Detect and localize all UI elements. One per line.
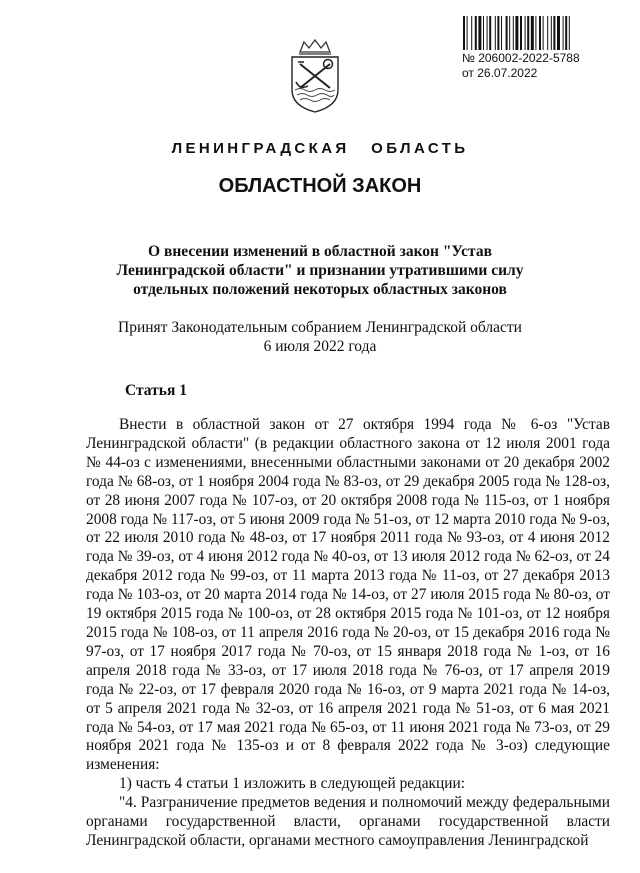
article-heading: Статья 1 xyxy=(125,382,187,399)
article-body xyxy=(86,416,610,851)
adoption-note xyxy=(90,318,550,356)
adoption-date: 6 июля 2022 года xyxy=(263,338,377,355)
registration-number: № 206002-2022-5788 xyxy=(462,51,580,65)
adoption-body: Принят Законодательным собранием Ленинградской области xyxy=(118,319,522,336)
article-paragraph: Внести в областной закон от 27 октября 1994 года № 6-оз "Устав Ленинградской области" (в редакции областного закона от 12 июля 2001 года № 44-оз с изменениями, внесенными областными законами от 20 декабря 2002 года № 68-оз, от 1 ноября 2004 года № 83-оз, от 29 декабря 2005 года № 128-оз, от 28 июня 2007 года № 107-оз, от 20 октября 2008 года № 115-оз, от 1 ноября 2008 года № 117-оз, от 5 июня 2009 года № 51-оз, от 12 марта 2010 года № 9-оз, от 22 июля 2010 года № 48-оз, от 17 ноября 2011 года № 93-оз, от 4 июня 2012 года № 39-оз, от 4 июня 2012 года № 40-оз, от 13 июля 2012 года № 62-оз, от 24 декабря 2012 года № 99-оз, от 11 марта 2013 года № 11-оз, от 27 декабря 2013 года № 103-оз, от 20 марта 2014 года № 14-оз, от 27 июля 2015 года № 80-оз, от 19 октября 2015 года № 100-оз, от 28 октября 2015 года № 101-оз, от 12 ноября 2015 года № 108-оз, от 11 апреля 2016 года № 20-оз, от 15 декабря 2016 года № 97-оз, от 17 ноября 2017 года № 70-оз, от 15 января 2018 года № 1-оз, от 16 апреля 2018 года № 33-оз, от 17 июля 2018 года № 76-оз, от 17 апреля 2019 года № 22-оз, от 17 февраля 2020 года № 16-оз, от 9 марта 2021 года № 14-оз, от 5 апреля 2021 года № 32-оз, от 16 апреля 2021 года № 51-оз, от 6 мая 2021 года № 54-оз, от 17 мая 2021 года № 65-оз, от 11 июня 2021 года № 73-оз, от 29 ноября 2021 года № 135-оз и от 8 февраля 2022 года № 3-оз) следующие изменения: xyxy=(86,416,610,774)
article-paragraph: "4. Разграничение предметов ведения и полномочий между федеральными органами государственной власти, органами государственной власти Ленинградской области, органами местного самоуправления Ленинградской xyxy=(86,794,610,849)
registration-block xyxy=(462,51,580,81)
registration-date: от 26.07.2022 xyxy=(462,66,538,80)
barcode-icon xyxy=(462,16,620,50)
law-title: О внесении изменений в областной закон "Устав Ленинградской области" и признании утратившими силу отдельных положений некоторых областных законов xyxy=(116,243,524,298)
law-type-heading: ОБЛАСТНОЙ ЗАКОН xyxy=(218,175,422,197)
region-name: ЛЕНИНГРАДСКАЯ ОБЛАСТЬ xyxy=(171,140,469,157)
article-paragraph: 1) часть 4 статьи 1 изложить в следующей редакции: xyxy=(119,775,466,793)
coat-of-arms-icon xyxy=(286,38,344,114)
